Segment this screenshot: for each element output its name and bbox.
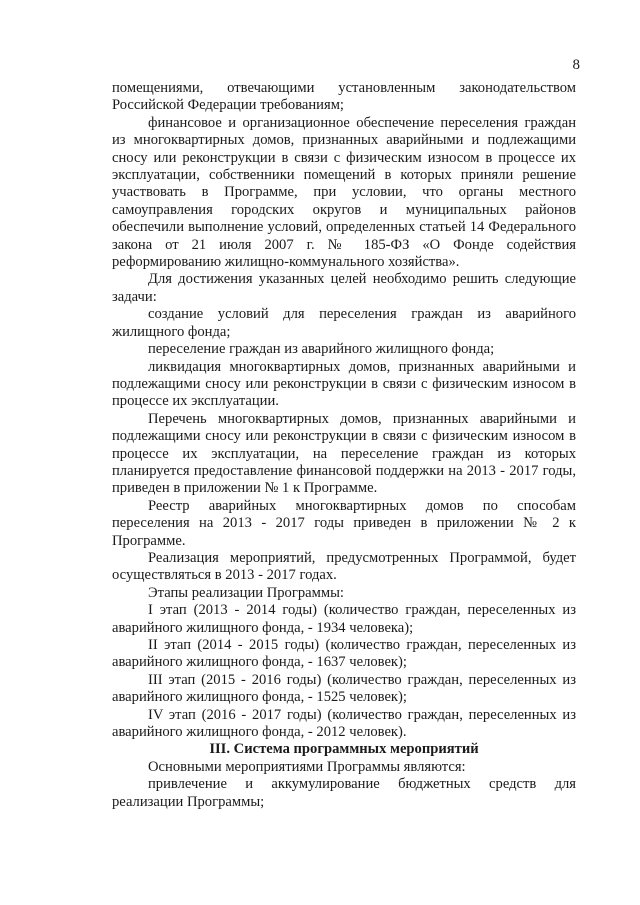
paragraph-3: Для достижения указанных целей необходимо решить следующие задачи:	[112, 271, 576, 305]
paragraph-8: Реестр аварийных многоквартирных домов по способам переселения на 2013 - 2017 годы приведен в приложении № 2 к Программе.	[112, 497, 576, 549]
page-number: 8	[572, 57, 580, 73]
document-body	[112, 80, 576, 811]
paragraph-7: Перечень многоквартирных домов, признанных аварийными и подлежащими сносу или реконструкции в связи с физическим износом в процессе их эксплуатации, на переселение граждан из которых планируется предоставление финансовой поддержки на 2013 - 2017 годы, приведен в приложении № 1 к Программе.	[112, 410, 576, 497]
paragraph-6: ликвидация многоквартирных домов, признанных аварийными и подлежащими сносу или реконструкции в связи с физическим износом в процессе их эксплуатации.	[112, 358, 576, 410]
paragraph-budget: привлечение и аккумулирование бюджетных средств для реализации Программы;	[112, 776, 576, 810]
paragraph-main-activities: Основными мероприятиями Программы являются:	[148, 758, 466, 775]
stage-4: IV этап (2016 - 2017 годы) (количество граждан, переселенных из аварийного жилищного фонда, - 2012 человек).	[112, 706, 576, 741]
paragraph-4: создание условий для переселения граждан из аварийного жилищного фонда;	[112, 306, 576, 340]
stage-1: I этап (2013 - 2014 годы) (количество граждан, переселенных из аварийного жилищного фонда, - 1934 человека);	[112, 602, 576, 636]
paragraph-1: помещениями, отвечающими установленным законодательством Российской Федерации требованиям;	[112, 80, 576, 114]
paragraph-9: Реализация мероприятий, предусмотренных Программой, будет осуществляться в 2013 - 2017 годах.	[112, 549, 576, 584]
section-title: III. Система программных мероприятий	[209, 741, 479, 758]
stage-3: III этап (2015 - 2016 годы) (количество граждан, переселенных из аварийного жилищного фонда, - 1525 человек);	[112, 671, 576, 706]
stage-2: II этап (2014 - 2015 годы) (количество граждан, переселенных из аварийного жилищного фонда, - 1637 человек);	[112, 637, 576, 671]
paragraph-2: финансовое и организационное обеспечение переселения граждан из многоквартирных домов, признанных аварийными и подлежащими сносу или реконструкции в связи с физическим износом в процессе их эксплуатации, собственники помещений в которых приняли решение участвовать в Программе, при условии, что органы местного самоуправления городских округов и муниципальных районов обеспечили выполнение условий, определенных статьей 14 Федерального закона от 21 июля 2007 г. № 185-ФЗ «О Фонде содействия реформированию жилищно-коммунального хозяйства».	[112, 114, 576, 271]
paragraph-10: Этапы реализации Программы:	[148, 584, 344, 601]
paragraph-5: переселение граждан из аварийного жилищного фонда;	[148, 341, 495, 358]
